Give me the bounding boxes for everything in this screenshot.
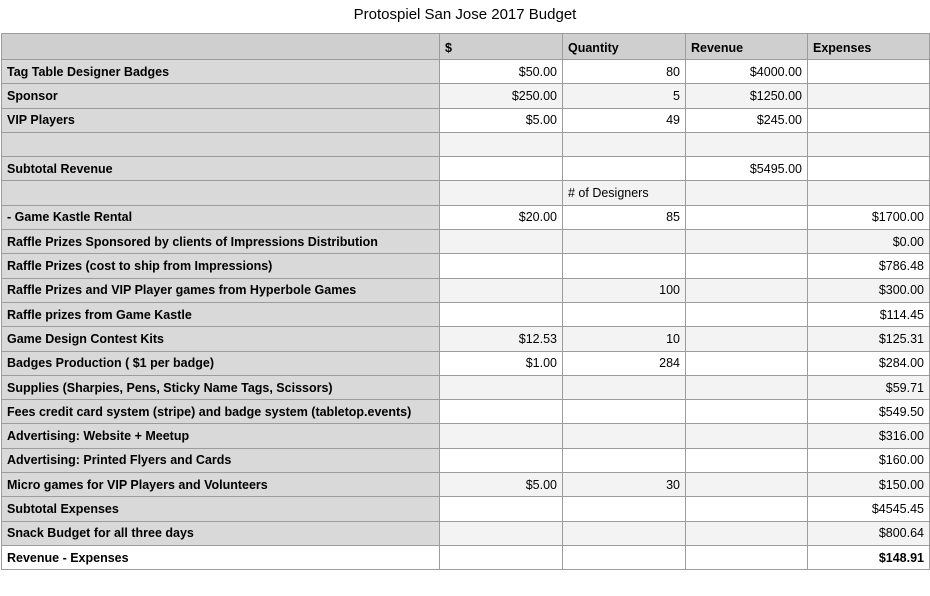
budget-table [1,33,930,570]
table-row [2,521,930,545]
table-body [2,60,930,546]
table-row [2,84,930,108]
table-row [2,327,930,351]
revenue-cell[interactable] [686,132,808,156]
price-cell[interactable]: $250.00 [440,84,563,108]
expenses-cell[interactable]: $59.71 [808,375,930,399]
revenue-cell[interactable] [686,497,808,521]
revenue-cell[interactable]: $5495.00 [686,157,808,181]
row-label[interactable]: Game Design Contest Kits [2,327,440,351]
expenses-cell[interactable]: $300.00 [808,278,930,302]
row-label[interactable]: Snack Budget for all three days [2,521,440,545]
expenses-cell[interactable]: $0.00 [808,230,930,254]
quantity-cell[interactable] [563,545,686,569]
price-cell[interactable]: $5.00 [440,108,563,132]
revenue-cell[interactable] [686,254,808,278]
expenses-cell[interactable]: $284.00 [808,351,930,375]
expenses-cell[interactable] [808,108,930,132]
row-label[interactable]: VIP Players [2,108,440,132]
row-label[interactable]: Supplies (Sharpies, Pens, Sticky Name Tags, Scissors) [2,375,440,399]
expenses-cell[interactable] [808,181,930,205]
header-label-column[interactable] [2,34,440,60]
expenses-cell[interactable]: $125.31 [808,327,930,351]
quantity-cell[interactable]: 5 [563,84,686,108]
revenue-cell[interactable] [686,521,808,545]
row-label[interactable]: - Game Kastle Rental [2,205,440,229]
price-cell[interactable] [440,400,563,424]
net-total-row [2,545,930,569]
quantity-cell[interactable]: 85 [563,205,686,229]
revenue-cell[interactable] [686,448,808,472]
quantity-cell[interactable] [563,254,686,278]
quantity-cell[interactable] [563,157,686,181]
table-row [2,230,930,254]
table-row [2,375,930,399]
price-cell[interactable] [440,254,563,278]
table-row [2,278,930,302]
price-cell[interactable] [440,278,563,302]
table-row [2,254,930,278]
revenue-cell[interactable]: $1250.00 [686,84,808,108]
table-row [2,424,930,448]
expenses-cell[interactable] [808,60,930,84]
quantity-cell[interactable] [563,132,686,156]
revenue-cell[interactable] [686,375,808,399]
expenses-cell[interactable]: $316.00 [808,424,930,448]
table-row [2,497,930,521]
revenue-cell[interactable] [686,278,808,302]
price-cell[interactable]: $12.53 [440,327,563,351]
row-label[interactable]: Raffle prizes from Game Kastle [2,302,440,326]
expenses-cell[interactable]: $786.48 [808,254,930,278]
quantity-cell[interactable] [563,424,686,448]
revenue-cell[interactable] [686,205,808,229]
row-label[interactable]: Tag Table Designer Badges [2,60,440,84]
revenue-cell[interactable] [686,351,808,375]
quantity-cell[interactable] [563,375,686,399]
revenue-cell[interactable] [686,230,808,254]
header-expenses-column[interactable]: Expenses [808,34,930,60]
table-row [2,205,930,229]
header-row [2,34,930,60]
expenses-cell[interactable] [808,132,930,156]
expenses-cell[interactable]: $1700.00 [808,205,930,229]
row-label[interactable]: Advertising: Website + Meetup [2,424,440,448]
row-label[interactable]: Advertising: Printed Flyers and Cards [2,448,440,472]
expenses-cell[interactable] [808,84,930,108]
expenses-cell[interactable]: $148.91 [808,545,930,569]
price-cell[interactable]: $50.00 [440,60,563,84]
expenses-cell[interactable]: $800.64 [808,521,930,545]
header-revenue-column[interactable]: Revenue [686,34,808,60]
quantity-cell[interactable] [563,521,686,545]
quantity-cell[interactable] [563,497,686,521]
price-cell[interactable] [440,157,563,181]
quantity-cell[interactable] [563,302,686,326]
sheet-title: Protospiel San Jose 2017 Budget [353,6,577,23]
quantity-cell[interactable] [563,448,686,472]
price-cell[interactable] [440,230,563,254]
expenses-cell[interactable]: $114.45 [808,302,930,326]
price-cell[interactable]: $5.00 [440,473,563,497]
revenue-cell[interactable]: $245.00 [686,108,808,132]
price-cell[interactable]: $20.00 [440,205,563,229]
row-label[interactable] [2,132,440,156]
quantity-cell[interactable]: 284 [563,351,686,375]
table-row [2,108,930,132]
revenue-cell[interactable] [686,473,808,497]
quantity-cell[interactable]: # of Designers [563,181,686,205]
quantity-cell[interactable]: 80 [563,60,686,84]
row-label[interactable]: Subtotal Revenue [2,157,440,181]
revenue-cell[interactable] [686,181,808,205]
revenue-cell[interactable] [686,302,808,326]
expenses-cell[interactable]: $4545.45 [808,497,930,521]
price-cell[interactable] [440,545,563,569]
price-cell[interactable] [440,497,563,521]
table-row [2,302,930,326]
table-row [2,157,930,181]
revenue-cell[interactable] [686,424,808,448]
revenue-cell[interactable]: $4000.00 [686,60,808,84]
quantity-cell[interactable]: 49 [563,108,686,132]
table-row [2,448,930,472]
row-label[interactable]: Raffle Prizes (cost to ship from Impressions) [2,254,440,278]
expenses-cell[interactable]: $160.00 [808,448,930,472]
expenses-cell[interactable]: $549.50 [808,400,930,424]
table-row [2,400,930,424]
quantity-cell[interactable]: 10 [563,327,686,351]
row-label[interactable]: Micro games for VIP Players and Volunteers [2,473,440,497]
table-row [2,351,930,375]
row-label[interactable]: Sponsor [2,84,440,108]
price-cell[interactable] [440,181,563,205]
quantity-cell[interactable] [563,400,686,424]
price-cell[interactable] [440,424,563,448]
price-cell[interactable]: $1.00 [440,351,563,375]
expenses-cell[interactable]: $150.00 [808,473,930,497]
price-cell[interactable] [440,132,563,156]
quantity-cell[interactable]: 30 [563,473,686,497]
quantity-cell[interactable]: 100 [563,278,686,302]
table-row [2,132,930,156]
row-label[interactable]: Revenue - Expenses [2,545,440,569]
header-price-column[interactable]: $ [440,34,563,60]
row-label[interactable]: Fees credit card system (stripe) and badge system (tabletop.events) [2,400,440,424]
table-row [2,60,930,84]
quantity-cell[interactable] [563,230,686,254]
row-label[interactable]: Badges Production ( $1 per badge) [2,351,440,375]
price-cell[interactable] [440,375,563,399]
revenue-cell[interactable] [686,400,808,424]
row-label[interactable] [2,181,440,205]
header-quantity-column[interactable]: Quantity [563,34,686,60]
price-cell[interactable] [440,302,563,326]
row-label[interactable]: Raffle Prizes Sponsored by clients of Impressions Distribution [2,230,440,254]
revenue-cell[interactable] [686,545,808,569]
price-cell[interactable] [440,448,563,472]
expenses-cell[interactable] [808,157,930,181]
row-label[interactable]: Raffle Prizes and VIP Player games from Hyperbole Games [2,278,440,302]
table-row [2,473,930,497]
revenue-cell[interactable] [686,327,808,351]
row-label[interactable]: Subtotal Expenses [2,497,440,521]
price-cell[interactable] [440,521,563,545]
table-row [2,181,930,205]
